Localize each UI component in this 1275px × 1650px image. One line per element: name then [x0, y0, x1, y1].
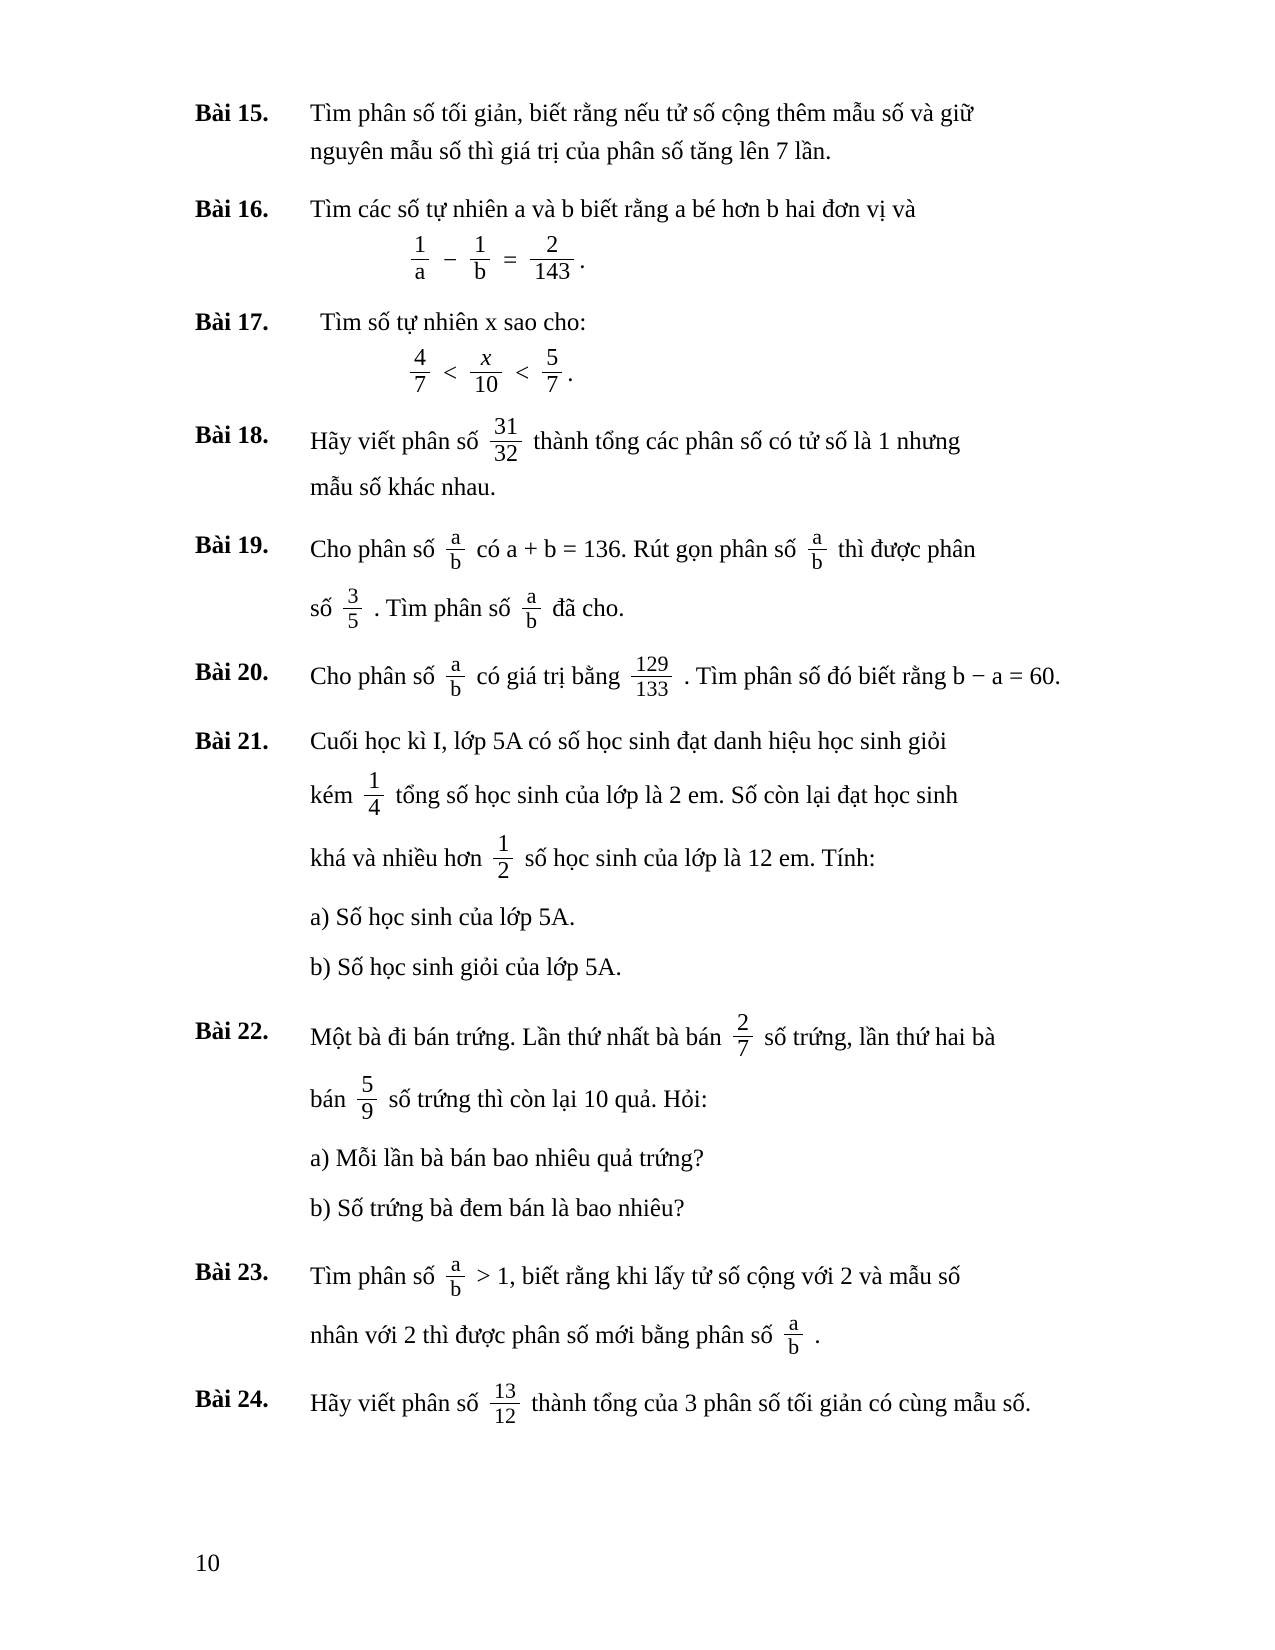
- exercise-text-line: [310, 1072, 1155, 1128]
- exercise-body: [310, 191, 1155, 292]
- operator-minus: −: [443, 247, 458, 275]
- operator-less-than: <: [443, 360, 458, 388]
- exercise-label: Bài 17.: [195, 308, 269, 336]
- fraction-4-7: [410, 346, 430, 399]
- fraction-denominator: 4: [364, 795, 384, 822]
- fraction-denominator: b: [784, 1334, 803, 1359]
- fraction-x-10: [470, 346, 502, 399]
- text-segment: Tìm phân số: [310, 1263, 435, 1291]
- text-segment: > 1, biết rằng khi lấy tử số cộng với 2 và mẫu số: [476, 1263, 961, 1291]
- exercise-18: [195, 413, 1155, 508]
- operator-equals: =: [503, 247, 518, 275]
- fraction-numerator: 3: [347, 582, 359, 608]
- fraction-denominator: b: [470, 259, 490, 286]
- exercise-text-line: [310, 767, 1155, 824]
- fraction-denominator: 9: [357, 1099, 377, 1126]
- fraction-a-b: [446, 652, 465, 701]
- fraction-numerator: 13: [493, 1378, 516, 1404]
- exercise-text-line: mẫu số khác nhau.: [310, 474, 497, 502]
- exercise-text-line: [310, 524, 1155, 576]
- text-segment: bán: [310, 1086, 347, 1114]
- text-segment: nhân với 2 thì được phân số mới bằng phân số: [310, 1321, 773, 1349]
- fraction-numerator: a: [526, 582, 537, 608]
- exercise-23: [195, 1251, 1155, 1361]
- fraction-denominator: 133: [631, 676, 672, 701]
- exercise-19: [195, 524, 1155, 634]
- exercise-body: [310, 1378, 1155, 1430]
- fraction-numerator: 5: [361, 1072, 374, 1099]
- fraction-denominator: b: [522, 608, 541, 633]
- fraction-denominator: 5: [343, 608, 362, 633]
- fraction-denominator: b: [446, 549, 465, 574]
- exercise-text-line: [310, 830, 1155, 887]
- exercise-body: [310, 651, 1155, 703]
- equation-tail: .: [579, 247, 586, 275]
- text-segment: Một bà đi bán trứng. Lần thứ nhất bà bán: [310, 1023, 722, 1051]
- fraction-13-12: [490, 1379, 520, 1428]
- fraction-numerator: a: [450, 651, 461, 677]
- text-segment: Cho phân số: [310, 663, 435, 691]
- fraction-denominator: b: [446, 1276, 465, 1301]
- fraction-denominator: 143: [530, 259, 574, 286]
- exercise-body: [310, 1251, 1155, 1361]
- exercise-text-line: [310, 651, 1155, 703]
- text-segment: Hãy viết phân số: [310, 427, 479, 455]
- fraction-a-b: [808, 525, 827, 574]
- exercise-body: [310, 524, 1155, 634]
- fraction-5-7: [542, 346, 562, 399]
- text-segment: khá và nhiều hơn: [310, 844, 483, 872]
- fraction-2-7: [733, 1011, 753, 1064]
- exercise-body: [310, 413, 1155, 508]
- fraction-a-b: [446, 525, 465, 574]
- exercise-label: Bài 16.: [195, 196, 269, 223]
- fraction-denominator: 2: [493, 858, 513, 885]
- fraction-numerator: a: [450, 524, 461, 550]
- exercise-label: Bài 23.: [195, 1259, 269, 1287]
- exercise-label: Bài 22.: [195, 1017, 269, 1045]
- equation-17: [405, 344, 1155, 401]
- exercise-body: [310, 1009, 1155, 1229]
- exercise-22: [195, 1009, 1155, 1229]
- fraction-denominator: 32: [490, 441, 522, 468]
- fraction-1-4: [364, 769, 384, 822]
- exercise-label: Bài 21.: [195, 727, 269, 755]
- text-segment: đã cho.: [552, 594, 625, 622]
- exercise-subitem-a: a) Mỗi lần bà bán bao nhiêu quả trứng?: [310, 1145, 704, 1173]
- exercise-label: Bài 18.: [195, 421, 269, 449]
- text-segment: số trứng thì còn lại 10 quả. Hỏi:: [388, 1086, 708, 1114]
- text-segment: . Tìm phân số: [373, 594, 511, 622]
- fraction-1-b: [470, 233, 490, 286]
- text-segment: kém: [310, 782, 354, 810]
- exercise-label: Bài 24.: [195, 1386, 269, 1414]
- fraction-denominator: 7: [542, 372, 562, 399]
- text-segment: tổng số học sinh của lớp là 2 em. Số còn lại đạt học sinh: [395, 782, 958, 810]
- exercise-text-line: Tìm phân số tối giản, biết rằng nếu tử số cộng thêm mẫu số và giữ: [310, 100, 974, 127]
- equation-16: [405, 232, 1155, 288]
- text-segment: có a + b = 136. Rút gọn phân số: [476, 536, 797, 564]
- fraction-denominator: b: [446, 676, 465, 701]
- fraction-numerator: 1: [368, 767, 381, 794]
- text-segment: số trứng, lần thứ hai bà: [764, 1023, 996, 1051]
- page-number: 10: [195, 1550, 220, 1577]
- exercise-body: [310, 95, 1155, 171]
- exercise-label: Bài 20.: [195, 659, 269, 687]
- exercise-24: [195, 1378, 1155, 1430]
- fraction-a-b: [784, 1311, 803, 1360]
- fraction-129-133: [631, 652, 672, 701]
- operator-less-than: <: [515, 360, 530, 388]
- fraction-numerator: 2: [546, 232, 559, 258]
- fraction-denominator: 12: [490, 1403, 520, 1428]
- fraction-numerator: 129: [635, 651, 669, 677]
- exercise-text-line: nguyên mẫu số thì giá trị của phân số tăng lên 7 lần.: [310, 138, 832, 165]
- text-segment: . Tìm phân số đó biết rằng b − a = 60.: [683, 663, 1061, 691]
- fraction-5-9: [357, 1073, 377, 1126]
- exercise-16: [195, 191, 1155, 292]
- exercise-text-line: Cuối học kì I, lớp 5A có số học sinh đạt danh hiệu học sinh giỏi: [310, 727, 947, 755]
- exercise-body: [310, 723, 1155, 987]
- text-segment: Hãy viết phân số: [310, 1390, 479, 1418]
- fraction-denominator: 7: [733, 1036, 753, 1063]
- fraction-1-2: [493, 832, 513, 885]
- fraction-numerator: a: [812, 524, 822, 550]
- text-segment: Cho phân số: [310, 536, 435, 564]
- exercise-subitem-b: b) Số trứng bà đem bán là bao nhiêu?: [310, 1195, 685, 1223]
- fraction-denominator: a: [411, 259, 430, 286]
- exercise-text-line: [310, 1378, 1155, 1430]
- equation-tail: .: [567, 360, 574, 388]
- fraction-denominator: b: [808, 549, 827, 574]
- exercise-text-line: Tìm số tự nhiên x sao cho:: [320, 308, 587, 336]
- text-segment: thì được phân: [837, 536, 976, 564]
- fraction-numerator: 2: [736, 1009, 749, 1036]
- exercise-17: [195, 304, 1155, 405]
- fraction-numerator: a: [450, 1251, 461, 1277]
- exercise-text-line: [310, 1251, 1155, 1303]
- fraction-numerator: 1: [414, 232, 426, 258]
- fraction-31-32: [490, 415, 522, 468]
- fraction-numerator: 4: [414, 344, 426, 371]
- text-segment: có giá trị bằng: [476, 663, 621, 691]
- text-segment: .: [814, 1321, 821, 1349]
- fraction-denominator: 7: [410, 372, 430, 399]
- exercise-text-line: [310, 413, 1155, 470]
- exercise-subitem-b: b) Số học sinh giỏi của lớp 5A.: [310, 953, 622, 981]
- fraction-numerator: 1: [497, 830, 510, 857]
- fraction-numerator: x: [480, 344, 492, 371]
- fraction-a-b: [522, 584, 541, 633]
- fraction-numerator: 31: [493, 413, 518, 440]
- exercise-15: [195, 95, 1155, 171]
- text-segment: số: [310, 594, 333, 622]
- fraction-2-143: [530, 233, 574, 286]
- fraction-a-b: [446, 1252, 465, 1301]
- exercise-text-line: Tìm các số tự nhiên a và b biết rằng a bé hơn b hai đơn vị và: [310, 196, 916, 223]
- exercise-text-line: [310, 1009, 1155, 1066]
- fraction-1-a: [410, 233, 430, 286]
- exercise-label: Bài 15.: [195, 100, 269, 127]
- fraction-3-5: [343, 584, 362, 633]
- exercise-21: [195, 723, 1155, 987]
- fraction-numerator: 1: [474, 232, 487, 258]
- fraction-numerator: 5: [546, 344, 559, 371]
- text-segment: thành tổng của 3 phân số tối giản có cùng mẫu số.: [531, 1390, 1032, 1418]
- exercise-text-line: [310, 1309, 1155, 1362]
- exercise-text-line: [310, 582, 1155, 635]
- exercise-label: Bài 19.: [195, 532, 269, 560]
- exercise-subitem-a: a) Số học sinh của lớp 5A.: [310, 903, 576, 931]
- text-segment: thành tổng các phân số có tử số là 1 nhưng: [533, 427, 961, 455]
- exercise-body: [310, 304, 1155, 405]
- fraction-denominator: 10: [470, 372, 502, 399]
- text-segment: số học sinh của lớp là 12 em. Tính:: [524, 844, 876, 872]
- fraction-numerator: a: [788, 1309, 799, 1335]
- exercise-20: [195, 651, 1155, 703]
